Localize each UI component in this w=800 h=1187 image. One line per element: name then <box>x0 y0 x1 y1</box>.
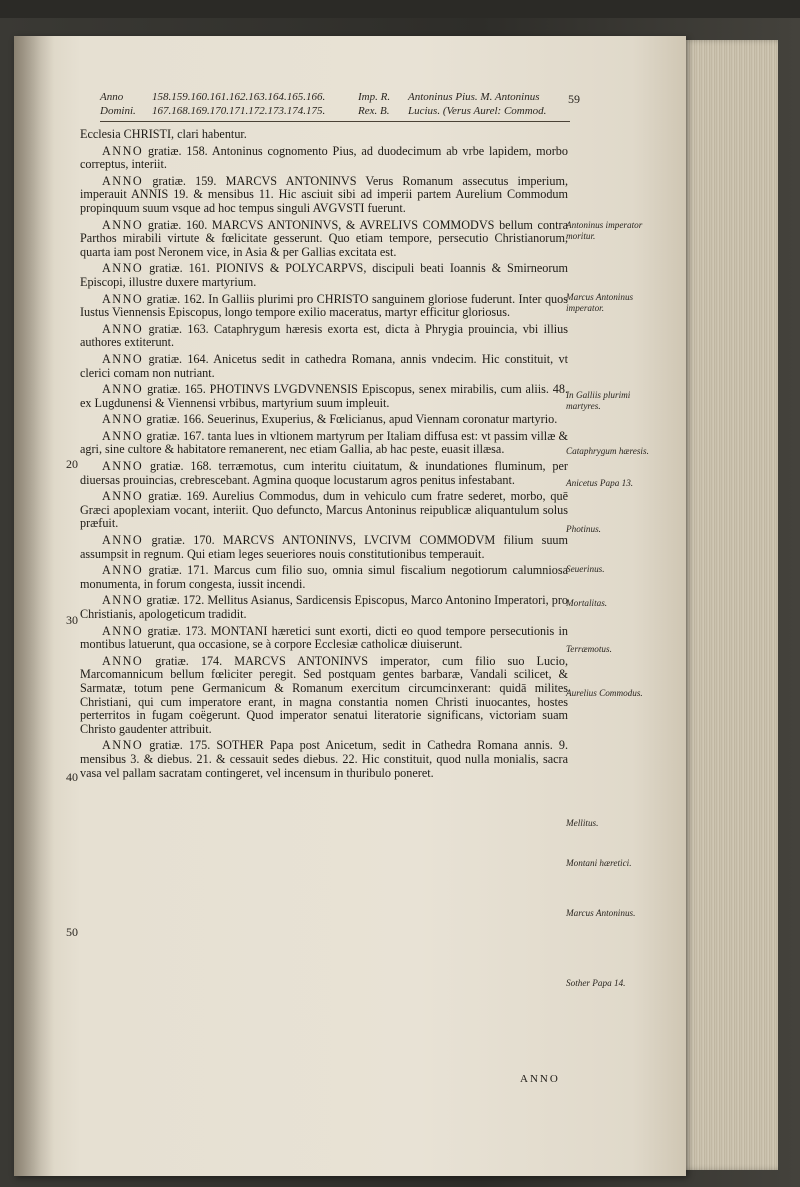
margin-note: Montani hæretici. <box>566 858 632 868</box>
header-years-line-2: 167.168.169.170.171.172.173.174.175. <box>152 105 326 117</box>
entry-12 <box>80 490 568 531</box>
entry-7 <box>80 353 568 380</box>
entry-text: gratiæ. 168. terræmotus, cum interitu ciuitatum, & inundationes fluminum, per diuersas prouincias, crebrescebant. Agmina quoque locustarum agros penitus infestabant. <box>80 459 568 487</box>
entry-text: gratiæ. 174. MARCVS ANTONINVS imperator, cum filio suo Lucio, Marcomannicum bellum fœliciter peregit. Sed postquam gentes barbaræ, Vandali scilicet, & Sarmatæ, totum pene Germanicum & Romanum exercitum circumcinxerant: quidā milites Christiani, qui cum imperatore erant, in magna constantia nomen Christi inuocantes, hostes perterritos in fugam coëgerunt. Quod imperator senatui literatorie significans, victoriam suam Christo gaudenter attribuit. <box>80 653 568 736</box>
header-rule <box>100 121 570 122</box>
line-number: 30 <box>66 613 78 627</box>
entry-lead: ANNO <box>102 738 144 753</box>
entry-text: gratiæ. 160. MARCVS ANTONINVS, & AVRELIVS COMMODVS bellum contra Parthos mirabili virtute & fœlicitate gesserunt. Quo etiam tempore, persecutio Christianorum, quarta iam post Neronem vice, in Asia & per Gallias excitata est. <box>80 217 568 259</box>
entry-4 <box>80 262 568 289</box>
page-number: 59 <box>568 92 580 106</box>
margin-note: Mellitus. <box>566 818 599 828</box>
entry-3 <box>80 219 568 260</box>
header-imp-label: Imp. R. <box>358 91 391 103</box>
header-rulers-line-2: Lucius. (Verus Aurel: Commod. <box>408 105 547 117</box>
page-gutter-shadow <box>14 36 54 1176</box>
entry-14 <box>80 564 568 591</box>
entry-0 <box>80 128 568 142</box>
entry-8 <box>80 383 568 410</box>
entry-text: gratiæ. 158. Antoninus cognomento Pius, ad duodecimum ab vrbe lapidem, morbo correptus, interiit. <box>80 143 568 172</box>
entry-13 <box>80 534 568 561</box>
entry-9 <box>80 413 568 427</box>
header-rex-label: Rex. B. <box>358 105 390 117</box>
entry-2 <box>80 175 568 216</box>
entry-lead: ANNO <box>102 143 144 158</box>
entry-lead: ANNO <box>102 412 144 427</box>
margin-note: Seuerinus. <box>566 564 605 574</box>
header-rulers <box>408 90 546 118</box>
entry-text: Ecclesia CHRISTI, clari habentur. <box>80 127 247 141</box>
entry-lead: ANNO <box>102 593 144 608</box>
running-header <box>100 88 580 130</box>
line-number: 20 <box>66 457 78 471</box>
margin-note: Photinus. <box>566 524 601 534</box>
entry-text: gratiæ. 173. MONTANI hæretici sunt exorti, dicti eo quod tempore persecutionis in montibus latuerunt, qua occasione, se à corpore Ecclesiæ catholicæ diuiserunt. <box>80 623 568 652</box>
entry-lead: ANNO <box>102 217 144 232</box>
margin-note: Marcus Antoninus. <box>566 908 636 918</box>
entry-text: gratiæ. 172. Mellitus Asianus, Sardicensis Episcopus, Marco Antonino Imperatori, pro Christianis, apologeticum tradidit. <box>80 593 568 621</box>
entry-text: gratiæ. 167. tanta lues in vltionem martyrum per Italiam diffusa est: vt passim villæ & agri, sine cultore & habitatore remanerent, nec etiam Gallia, ab hac peste, euasit illæsa. <box>80 428 568 457</box>
entry-lead: ANNO <box>102 382 144 397</box>
header-years-line-1: 158.159.160.161.162.163.164.165.166. <box>152 91 326 103</box>
entry-lead: ANNO <box>102 321 144 336</box>
margin-note: Anicetus Papa 13. <box>566 478 634 488</box>
entry-lead: ANNO <box>102 428 144 443</box>
entry-text: gratiæ. 175. SOTHER Papa post Anicetum, sedit in Cathedra Romana annis. 9. mensibus 3. & diebus. 21. & cessauit sedes diebus. 22. Hic constituit, quod nulla monialis, sacra vasa vel pallam sacratam contingeret, vel incensum in thuribulo poneret. <box>80 738 568 780</box>
entry-text: gratiæ. 166. Seuerinus, Exuperius, & Fœlicianus, apud Viennam coronatur martyrio. <box>143 412 558 427</box>
entry-lead: ANNO <box>102 291 144 306</box>
margin-note: In Galliis plurimi martyres. <box>566 390 631 411</box>
entry-lead: ANNO <box>102 653 144 668</box>
entry-16 <box>80 625 568 652</box>
page-edges <box>680 40 778 1170</box>
margin-note: Sother Papa 14. <box>566 978 626 988</box>
entry-text: gratiæ. 161. PIONIVS & POLYCARPVS, discipuli beati Ioannis & Smirneorum Episcopi, illustre duxere martyrium. <box>80 261 568 289</box>
main-text <box>80 128 568 783</box>
header-titles <box>358 90 390 118</box>
entry-text: gratiæ. 164. Anicetus sedit in cathedra Romana, annis vndecim. Hic constituit, vt clerici comam non nutriant. <box>80 351 568 380</box>
entry-lead: ANNO <box>102 261 144 276</box>
entry-text: gratiæ. 162. In Galliis plurimi pro CHRISTO sanguinem gloriose fuderunt. Inter quos Iustus Viennensis Episcopus, longo tempore exilio maceratus, martyr efficitur gloriosus. <box>80 291 568 320</box>
margin-note: Marcus Antoninus imperator. <box>566 292 634 313</box>
header-anno-label: Anno Domini. <box>100 91 136 117</box>
margin-note: Aurelius Commodus. <box>566 688 643 698</box>
entry-text: gratiæ. 159. MARCVS ANTONINVS Verus Romanum assecutus imperium, imperauit ANNIS 19. & mensibus 11. Hic asciuit sibi ad imperii partem Aurelium Commodum propinquum suum vsque ad hoc tempus singuli AVGVSTI fuerunt. <box>80 173 568 215</box>
header-rulers-line-1: Antoninus Pius. M. Antoninus <box>408 91 540 103</box>
entry-lead: ANNO <box>102 173 144 188</box>
entry-5 <box>80 293 568 320</box>
margin-note: Antoninus imperator moritur. <box>566 220 643 241</box>
entry-text: gratiæ. 171. Marcus cum filio suo, omnia simul fiscalium negotiorum calumniosa monumenta, in forum congesta, iussit incendi. <box>80 563 568 591</box>
line-number: 40 <box>66 770 78 784</box>
entry-6 <box>80 323 568 350</box>
entry-text: gratiæ. 170. MARCVS ANTONINVS, LVCIVM COMMODVM filium suum assumpsit in regnum. Qui etiam leges seueriores nouis constitutionibus temperauit. <box>80 533 568 561</box>
margin-note: Mortalitas. <box>566 598 608 608</box>
entry-15 <box>80 594 568 621</box>
entry-10 <box>80 430 568 457</box>
header-years <box>152 90 325 118</box>
entry-lead: ANNO <box>102 563 144 578</box>
entry-lead: ANNO <box>102 533 144 548</box>
entry-1 <box>80 145 568 172</box>
entry-18 <box>80 739 568 780</box>
entry-17 <box>80 655 568 737</box>
entry-text: gratiæ. 165. PHOTINVS LVGDVNENSIS Episcopus, senex mirabilis, cum aliis. 48. ex Lugdunensi & Viennensi vrbibus, martyrium suum impleuit. <box>80 382 568 410</box>
entry-lead: ANNO <box>102 459 144 474</box>
entry-lead: ANNO <box>102 623 144 638</box>
entry-text: gratiæ. 169. Aurelius Commodus, dum in vehiculo cum fratre sederet, morbo, quē Græci apoplexiam vocant, interiit. Quo defuncto, Marcus Antoninus reipublicæ aliquantulum solus præfuit. <box>80 489 568 531</box>
entry-11 <box>80 460 568 487</box>
entry-text: gratiæ. 163. Cataphrygum hæresis exorta est, dicta à Phrygia prouincia, vbi illius authores extiterunt. <box>80 321 568 350</box>
margin-note: Cataphrygum hæresis. <box>566 446 649 456</box>
line-number: 50 <box>66 925 78 939</box>
catchword: ANNO <box>520 1073 560 1085</box>
entry-lead: ANNO <box>102 489 144 504</box>
margin-note: Terræmotus. <box>566 644 612 654</box>
entry-lead: ANNO <box>102 351 144 366</box>
